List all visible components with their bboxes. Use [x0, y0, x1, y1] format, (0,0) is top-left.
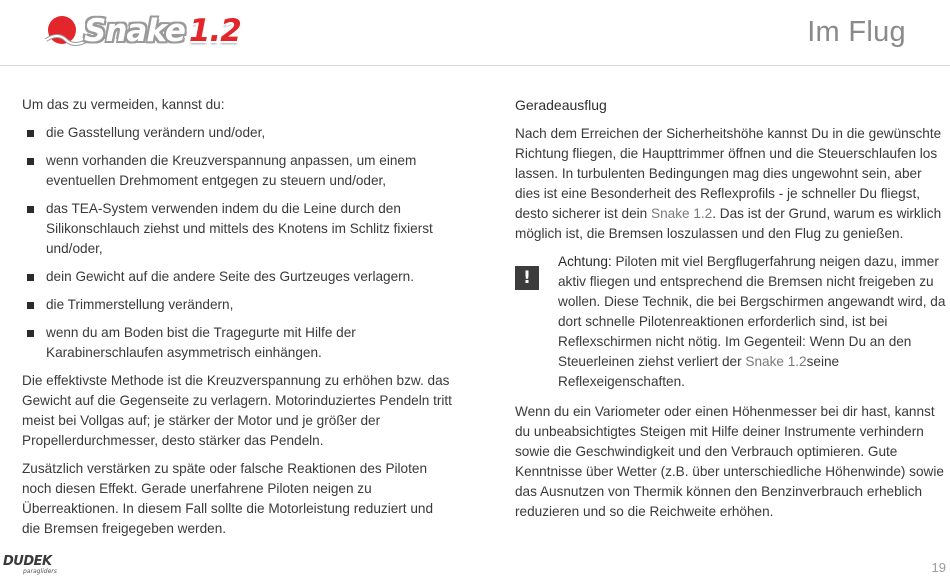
list-item	[22, 295, 452, 315]
warning-body: seine Reflexeigenschaften.	[558, 354, 840, 389]
paragraph-text: . Das ist der Grund, warum es wirklich möglich ist, die Bremsen loszulassen und den Flug zu genießen.	[515, 206, 942, 241]
bullet-square-icon	[27, 158, 34, 165]
list-item	[22, 323, 452, 363]
product-name: Snake 1.2	[745, 354, 807, 369]
left-column	[22, 95, 452, 547]
bullet-square-icon	[27, 302, 34, 309]
list-item-text: wenn du am Boden bist die Tragegurte mit Hilfe der Karabinerschlaufen asymmetrisch einhängen.	[46, 325, 356, 360]
page-title: Im Flug	[807, 16, 906, 48]
exclamation-icon: !	[515, 266, 539, 290]
dudek-logo	[3, 555, 71, 575]
paragraph-instruments: Wenn du ein Variometer oder einen Höhenmesser bei dir hast, kannst du unbeabsichtigtes Steigen mit Hilfe deiner Instrumente verhindern sowie die Geschwindigkeit und den Verbrauch optimieren. Gute Kenntnisse über Wetter (z.B. über unterschiedliche Höhenwinde) sowie das Ausnutzen von Thermik können den Benzinverbrauch erheblich reduzieren und so die Reichweite erhöhen.	[515, 404, 944, 519]
snake-logo	[44, 10, 254, 56]
logo-version: 1.2	[188, 13, 241, 49]
list-item-text: die Gasstellung verändern und/oder,	[46, 125, 266, 140]
list-item	[22, 123, 452, 143]
header-divider	[0, 65, 950, 66]
warning-body: Piloten mit viel Bergflugerfahrung neigen dazu, immer aktiv fliegen und entsprechend die Bremsen nicht freigeben zu wollen. Diese Technik, die bei Bergschirmen angewandt wird, da dort schnelle Pilotenreaktionen erforderlich sind, ist bei Reflexschirmen nicht nötig. Im Gegenteil: Wenn Du an den Steuerleinen ziehst verliert der	[558, 254, 946, 369]
bullet-list	[22, 123, 452, 363]
logo-name: Snake	[84, 13, 185, 49]
warning-box	[515, 252, 947, 392]
paragraph-text: Nach dem Erreichen der Sicherheitshöhe kannst Du in die gewünschte Richtung fliegen, die Haupttrimmer öffnen und die Steuerschlaufen los lassen. In turbulenten Bedingungen mag dies ungewohnt sein, aber dies ist eine Besonderheit des Reflexprofils - je schneller Du fliegst, desto sicherer ist dein	[515, 126, 942, 221]
paragraph-straight-flight	[515, 124, 947, 244]
brand-subtitle: paragliders	[23, 568, 57, 575]
list-item-text: dein Gewicht auf die andere Seite des Gurtzeuges verlagern.	[46, 269, 415, 284]
warning-text	[558, 252, 947, 392]
list-item-text: die Trimmerstellung verändern,	[46, 297, 234, 312]
bullet-square-icon	[27, 130, 34, 137]
right-column	[515, 95, 947, 530]
paragraph-method: Die effektivste Methode ist die Kreuzverspannung zu erhöhen bzw. das Gewicht auf die Gegenseite zu verlagern. Motorinduziertes Pendeln tritt meist bei Vollgas auf; je stärker der Motor und je größer der Propellerdurchmesser, desto stärker das Pendeln.	[22, 373, 452, 448]
list-item-text: das TEA-System verwenden indem du die Leine durch den Silikonschlauch ziehst und mittels des Knotens im Schlitz fixierst und/oder,	[46, 201, 433, 256]
list-item-text: wenn vorhanden die Kreuzverspannung anpassen, um einem eventuellen Drehmoment entgegen zu steuern und/oder,	[46, 153, 417, 188]
bullet-square-icon	[27, 274, 34, 281]
warning-label: Achtung:	[558, 254, 612, 269]
list-item	[22, 151, 452, 191]
section-heading: Geradeausflug	[515, 97, 607, 113]
product-name: Snake 1.2	[651, 206, 713, 221]
brand-name: DUDEK	[3, 554, 52, 569]
bullet-square-icon	[27, 330, 34, 337]
intro-text: Um das zu vermeiden, kannst du:	[22, 97, 225, 112]
bullet-square-icon	[27, 206, 34, 213]
list-item	[22, 199, 452, 259]
page-number: 19	[931, 560, 946, 575]
paragraph-reactions: Zusätzlich verstärken zu späte oder falsche Reaktionen des Piloten noch diesen Effekt. Gerade unerfahrene Piloten neigen zu Überreaktionen. In diesem Fall sollte die Motorleistung reduziert und die Bremsen freigegeben werden.	[22, 461, 434, 536]
list-item	[22, 267, 452, 287]
